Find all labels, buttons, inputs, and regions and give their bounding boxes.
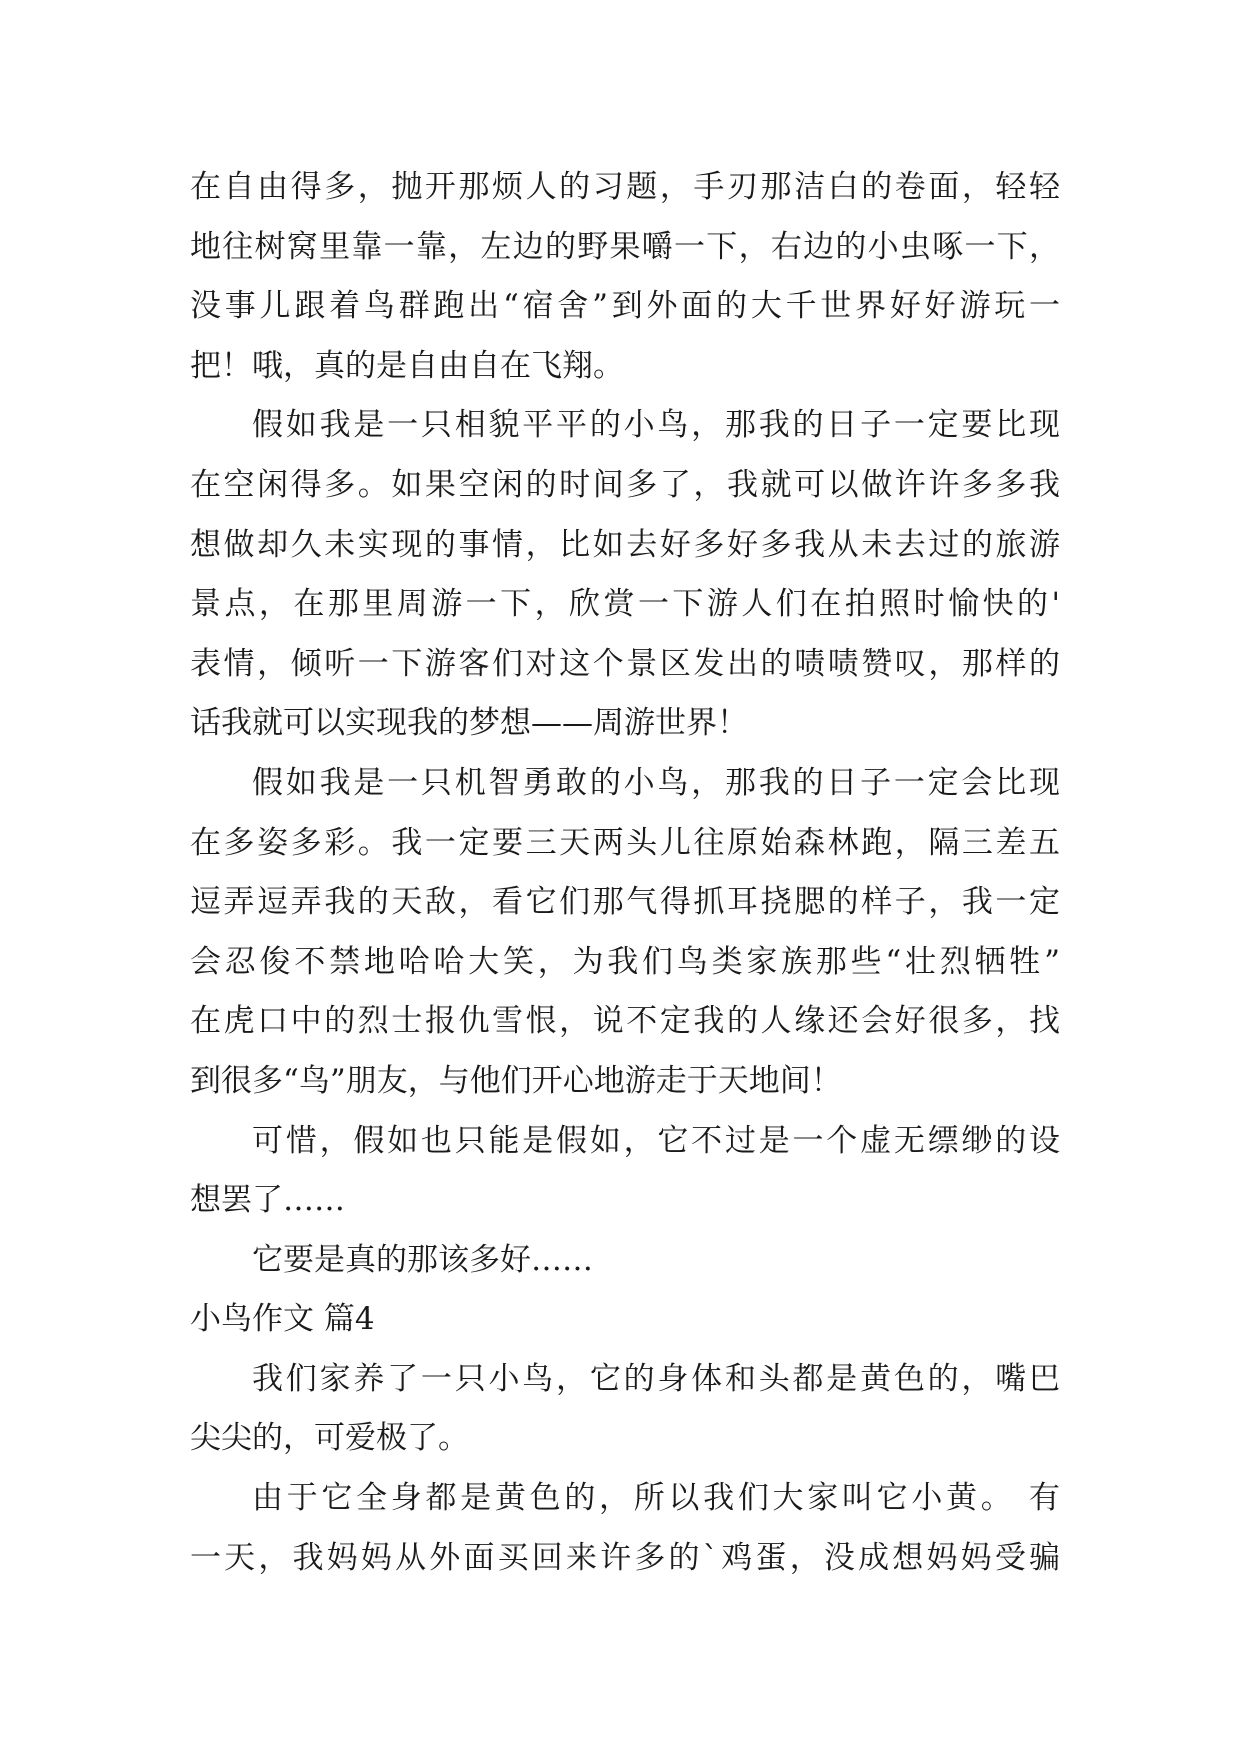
- text-line: 尖尖的，可爱极了。: [190, 1420, 469, 1457]
- paragraph-start-line: 可惜，假如也只能是假如，它不过是一个虚无缥缈的设: [252, 1122, 1060, 1159]
- text-line: 在空闲得多。如果空闲的时间多了，我就可以做许许多多我: [190, 466, 1060, 503]
- paragraph-start-line: 假如我是一只相貌平平的小鸟，那我的日子一定要比现: [252, 407, 1060, 444]
- text-line: 在多姿多彩。我一定要三天两头儿往原始森林跑，隔三差五: [190, 824, 1060, 861]
- paragraph-start-line: 由于它全身都是黄色的，所以我们大家叫它小黄。 有: [252, 1480, 1060, 1517]
- section-heading: 小鸟作文 篇4: [190, 1301, 375, 1338]
- text-line: 想罢了……: [190, 1182, 345, 1219]
- text-line: 想做却久未实现的事情，比如去好多好多我从未去过的旅游: [190, 526, 1060, 563]
- text-line: 一天，我妈妈从外面买回来许多的`鸡蛋，没成想妈妈受骗: [190, 1539, 1060, 1576]
- paragraph-start-line: 我们家养了一只小鸟，它的身体和头都是黄色的，嘴巴: [252, 1360, 1060, 1397]
- text-line: 表情，倾听一下游客们对这个景区发出的啧啧赞叹，那样的: [190, 645, 1060, 682]
- paragraph-start-line: 它要是真的那该多好……: [252, 1241, 593, 1278]
- text-line: 会忍俊不禁地哈哈大笑，为我们鸟类家族那些“壮烈牺牲”: [190, 943, 1060, 980]
- text-line: 把！哦，真的是自由自在飞翔。: [190, 347, 624, 384]
- text-line: 地往树窝里靠一靠，左边的野果嚼一下，右边的小虫啄一下，: [190, 228, 1060, 265]
- text-line: 没事儿跟着鸟群跑出“宿舍”到外面的大千世界好好游玩一: [190, 288, 1060, 325]
- text-line: 到很多“鸟”朋友，与他们开心地游走于天地间！: [190, 1062, 842, 1099]
- article-body: [190, 158, 1060, 1588]
- text-line: 在虎口中的烈士报仇雪恨，说不定我的人缘还会好很多，找: [190, 1003, 1060, 1040]
- text-line: 逗弄逗弄我的天敌，看它们那气得抓耳挠腮的样子，我一定: [190, 884, 1060, 921]
- text-line: 在自由得多，抛开那烦人的习题，手刃那洁白的卷面，轻轻: [190, 169, 1060, 205]
- text-line: 话我就可以实现我的梦想——周游世界！: [190, 705, 748, 742]
- paragraph-start-line: 假如我是一只机智勇敢的小鸟，那我的日子一定会比现: [252, 764, 1060, 801]
- text-line: 景点，在那里周游一下，欣赏一下游人们在拍照时愉快的': [190, 586, 1060, 623]
